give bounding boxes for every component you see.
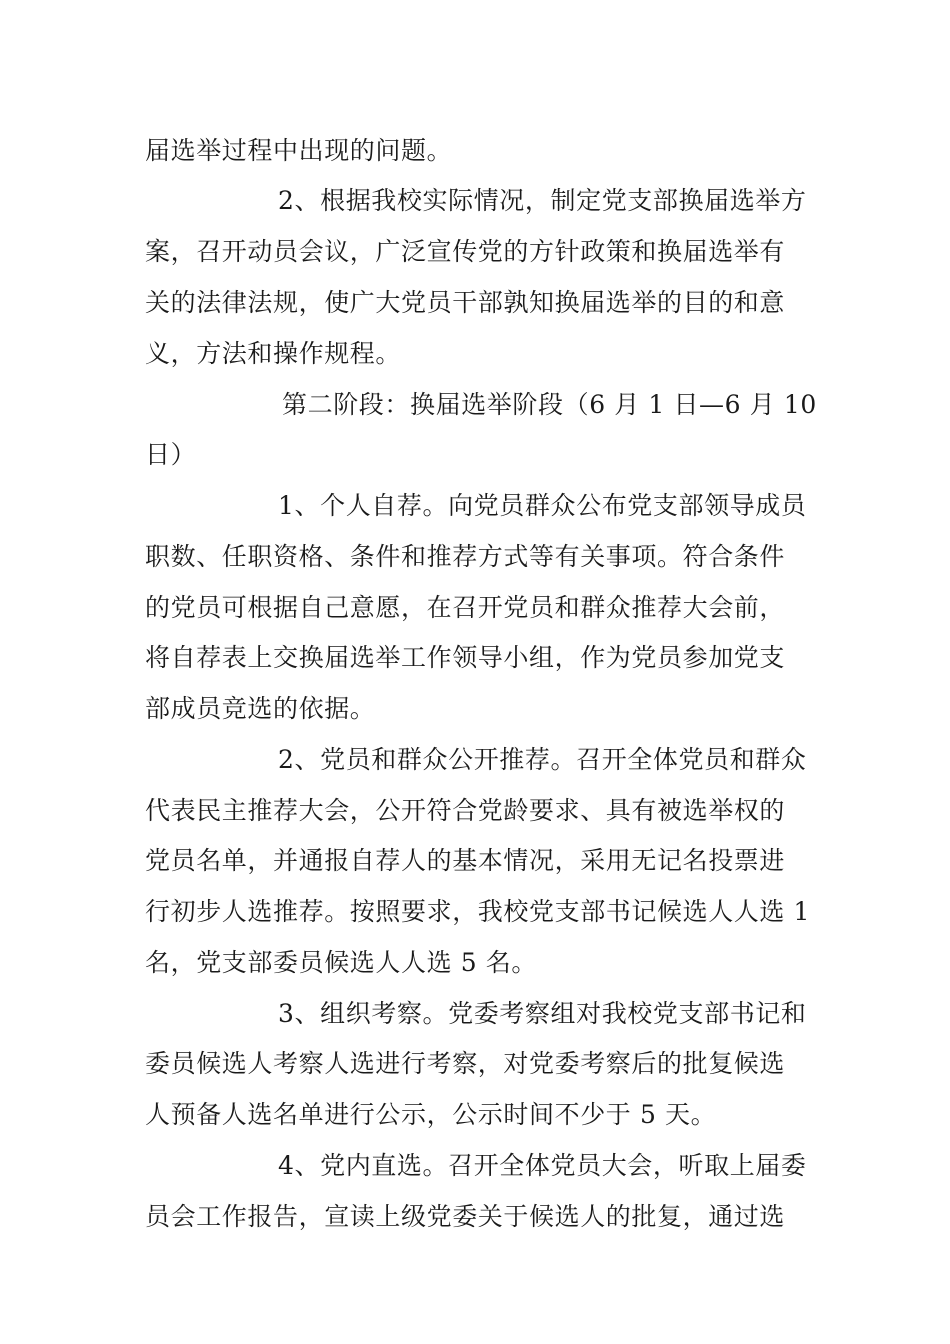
- text-line: 员会工作报告，宣读上级党委关于候选人的批复，通过选: [145, 1202, 786, 1231]
- text-line: 名，党支部委员候选人人选 5 名。: [145, 948, 538, 977]
- paragraph-item-4-heading: 4、党内直选。召开全体党员大会，听取上届委: [278, 1151, 807, 1180]
- text-line: 义，方法和操作规程。: [145, 339, 402, 368]
- text-line: 人预备人选名单进行公示，公示时间不少于 5 天。: [145, 1100, 717, 1129]
- text-line: 党员名单，并通报自荐人的基本情况，采用无记名投票进: [145, 846, 786, 875]
- text-line: 代表民主推荐大会，公开符合党龄要求、具有被选举权的: [145, 796, 786, 825]
- stage-heading: 第二阶段：换届选举阶段（6 月 1 日—6 月 10: [282, 390, 817, 419]
- text-line: 部成员竞选的依据。: [145, 694, 376, 723]
- text-line: 行初步人选推荐。按照要求，我校党支部书记候选人人选 1: [145, 897, 811, 926]
- paragraph-item-1-heading: 1、个人自荐。向党员群众公布党支部领导成员: [278, 491, 807, 520]
- text-line: 委员候选人考察人选进行考察，对党委考察后的批复候选: [145, 1049, 786, 1078]
- text-line: 届选举过程中出现的问题。: [145, 136, 453, 165]
- text-line: 日）: [145, 440, 197, 469]
- paragraph-item-3-heading: 3、组织考察。党委考察组对我校党支部书记和: [278, 999, 807, 1028]
- paragraph-item-2b-heading: 2、党员和群众公开推荐。召开全体党员和群众: [278, 745, 807, 774]
- paragraph-item-2-heading: 2、根据我校实际情况，制定党支部换届选举方: [278, 186, 807, 215]
- text-line: 将自荐表上交换届选举工作领导小组，作为党员参加党支: [145, 643, 786, 672]
- text-line: 案，召开动员会议，广泛宣传党的方针政策和换届选举有: [145, 237, 786, 266]
- text-line: 关的法律法规，使广大党员干部孰知换届选举的目的和意: [145, 288, 786, 317]
- text-line: 职数、任职资格、条件和推荐方式等有关事项。符合条件: [145, 542, 786, 571]
- text-line: 的党员可根据自己意愿，在召开党员和群众推荐大会前，: [145, 593, 786, 622]
